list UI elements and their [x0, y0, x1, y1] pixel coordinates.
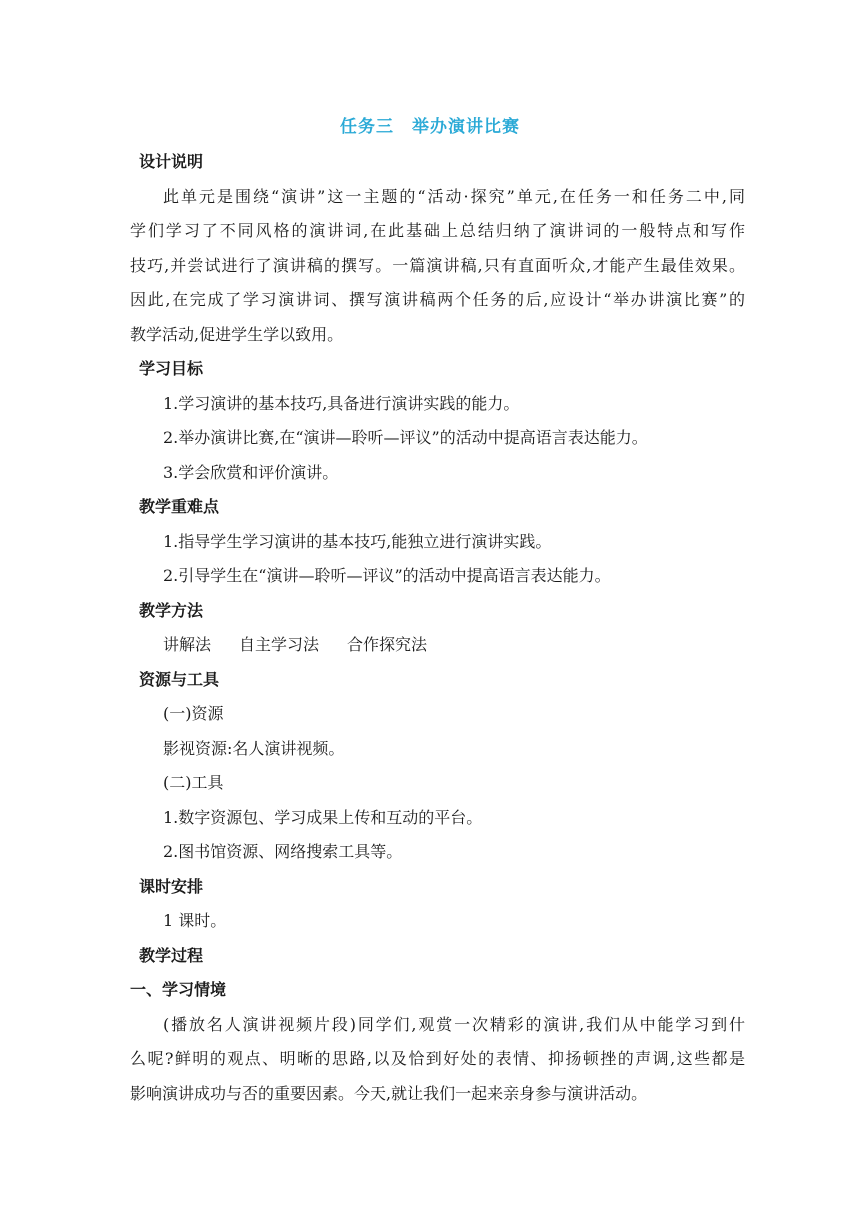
schedule-text: 1 课时。 [163, 911, 227, 930]
page-title [0, 112, 860, 137]
section-heading-schedule: 课时安排 [139, 876, 204, 896]
section-heading-methods: 教学方法 [139, 600, 204, 620]
paragraph-line: 教学活动,促进学生学以致用。 [130, 324, 344, 344]
title-task-name: 举办演讲比赛 [412, 117, 520, 137]
paragraph-line: 因此,在完成了学习演讲词、撰写演讲稿两个任务的后,应设计“举办讲演比赛”的 [130, 290, 745, 309]
resource-line: 1.数字资源包、学习成果上传和互动的平台。 [163, 807, 483, 827]
resource-line: 2.图书馆资源、网络搜索工具等。 [163, 842, 403, 861]
method-item: 自主学习法 [239, 635, 320, 654]
section-heading-goals: 学习目标 [139, 359, 204, 378]
document-body [130, 145, 745, 1111]
list-item: 1.指导学生学习演讲的基本技巧,能独立进行演讲实践。 [163, 531, 552, 551]
paragraph-line: 此单元是围绕“演讲”这一主题的“活动·探究”单元,在任务一和任务二中,同 [163, 186, 745, 206]
paragraph-line: 学们学习了不同风格的演讲词,在此基础上总结归纳了演讲词的一般特点和写作 [130, 221, 745, 240]
resource-line: (二)工具 [163, 773, 224, 792]
section-heading-design: 设计说明 [139, 152, 204, 171]
list-item: 3.学会欣赏和评价演讲。 [163, 462, 339, 482]
list-item: 1.学习演讲的基本技巧,具备进行演讲实践的能力。 [163, 393, 520, 413]
method-item: 合作探究法 [347, 635, 428, 654]
paragraph-line: 么呢?鲜明的观点、明晰的思路,以及恰到好处的表情、抑扬顿挫的声调,这些都是 [130, 1049, 745, 1068]
paragraph-line: 技巧,并尝试进行了演讲稿的撰写。一篇演讲稿,只有直面听众,才能产生最佳效果。 [130, 255, 745, 275]
sub-heading-learning-context: 一、学习情境 [130, 980, 227, 999]
section-heading-key-points: 教学重难点 [139, 497, 220, 516]
paragraph-line: (播放名人演讲视频片段)同学们,观赏一次精彩的演讲,我们从中能学习到什 [163, 1014, 745, 1034]
paragraph-line: 影响演讲成功与否的重要因素。今天,就让我们一起来亲身参与演讲活动。 [130, 1083, 648, 1103]
list-item: 2.举办演讲比赛,在“演讲—聆听—评议”的活动中提高语言表达能力。 [163, 428, 648, 447]
resource-line: (一)资源 [163, 704, 224, 723]
resource-line: 影视资源:名人演讲视频。 [163, 738, 345, 758]
section-heading-resources: 资源与工具 [139, 669, 220, 689]
section-heading-process: 教学过程 [139, 945, 204, 965]
list-item: 2.引导学生在“演讲—聆听—评议”的活动中提高语言表达能力。 [163, 566, 611, 585]
methods-list [130, 628, 745, 663]
title-task-number: 任务三 [340, 117, 394, 137]
method-item: 讲解法 [163, 635, 212, 654]
